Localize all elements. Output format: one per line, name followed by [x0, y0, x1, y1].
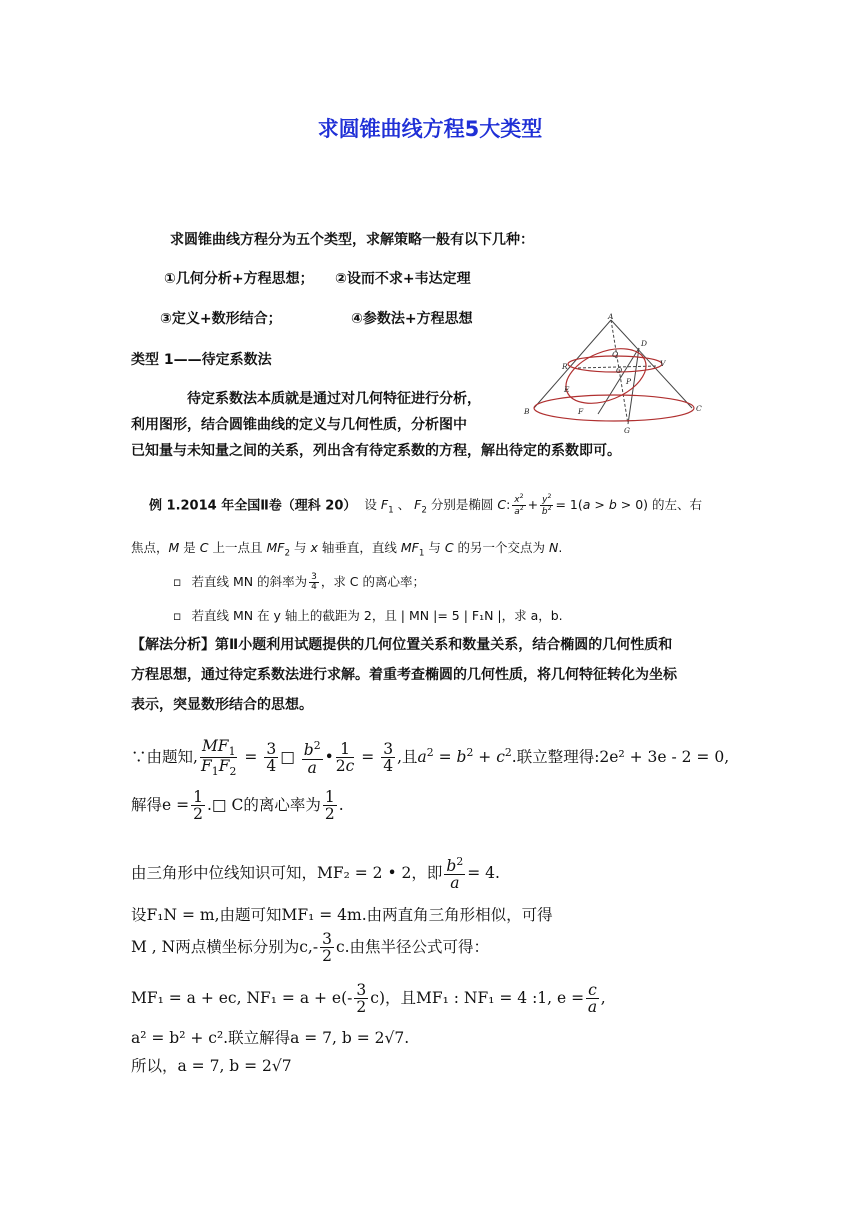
strategy-2: ②设而不求+韦达定理	[335, 271, 471, 287]
solution-line-3: 由三角形中位线知识可知，MF₂ = 2 • 2，即 $\frac{b^2}{a}$ = 4.	[131, 855, 500, 893]
figure-label: C	[696, 404, 702, 413]
example-head: 例 1.2014 年全国Ⅱ卷（理科 20）	[149, 498, 357, 514]
type1-text-2: 利用图形，结合圆锥曲线的定义与几何性质，分析图中	[131, 417, 467, 433]
type1-heading: 类型 1——待定系数法	[131, 352, 272, 368]
figure-label: Q	[612, 350, 619, 359]
solution-line-8: 所以，a = 7, b = 2√7	[131, 1057, 292, 1075]
figure-label: G	[624, 426, 630, 435]
example-line-1: 例 1.2014 年全国Ⅱ卷（理科 20） 设 $F_1$ 、 $F_2$ 分别是椭圆 C: $\frac{x^2}{a^2}$ + $\frac{y^2}{b^2}$ = 1(a > b > 0) 的左、右	[149, 493, 703, 518]
solution-line-6: MF₁ = a + ec, NF₁ = a + e(- $\frac{3}{2}$ c)，且MF₁ : NF₁ = 4 :1, e = $\frac{c}{a}$ ,	[131, 981, 606, 1017]
strategy-1: ①几何分析+方程思想；	[164, 271, 314, 287]
strategy-3: ③定义+数形结合；	[160, 311, 282, 327]
solution-line-2: 解得e = $\frac{1}{2}$ .□ C的离心率为 $\frac{1}{2}$ .	[131, 788, 344, 824]
figure-label: V	[660, 359, 666, 368]
question-1: ▫ 若直线 MN 的斜率为 $\frac{3}{4}$ ，求 C 的离心率；	[173, 571, 425, 592]
solution-line-1: ∵由题知, $\frac{MF_1}{F_1F_2}$ = $\frac{3}{4}$ □ $\frac{b^2}{a}$ • $\frac{1}{2c}$ = $\frac{3}{4}$ ,且$a^2 = b^2 + c^2$.联立整理得:2e² + 3e - 2 = 0,	[131, 737, 730, 779]
figure-label: R	[562, 362, 568, 371]
type1-text-1: 待定系数法本质就是通过对几何特征进行分析，	[187, 391, 481, 407]
figure-label: O	[616, 366, 623, 375]
figure-label: D	[641, 339, 648, 348]
solution-line-4: 设F₁N = m,由题可知MF₁ = 4m.由两直角三角形相似，可得	[131, 906, 553, 924]
figure-label: P	[626, 377, 632, 386]
intro-line: 求圆锥曲线方程分为五个类型，求解策略一般有以下几种：	[170, 232, 534, 248]
analysis-label: 【解法分析】	[131, 637, 215, 653]
example-line-2: 焦点，M 是 C 上一点且 $MF_2$ 与 x 轴垂直，直线 $MF_1$ 与 C 的另一个交点为 N.	[131, 540, 563, 559]
analysis-block: 【解法分析】第Ⅱ小题利用试题提供的几何位置关系和数量关系，结合椭圆的几何性质和 方程思想，通过待定系数法进行求解。着重考查椭圆的几何性质，将几何特征转化为坐标 表示，突显数形结合的思想。	[131, 637, 677, 713]
solution-line-7: a² = b² + c².联立解得a = 7, b = 2√7.	[131, 1029, 410, 1047]
page-title: 求圆锥曲线方程5大类型	[317, 117, 543, 141]
figure-label: A	[608, 312, 614, 321]
figure-label: B	[524, 407, 530, 416]
figure-label: E	[564, 385, 570, 394]
cone-figure	[518, 310, 708, 435]
question-2: ▫ 若直线 MN 在 y 轴上的截距为 2，且 | MN |= 5 | F₁N |，求 a，b.	[173, 608, 563, 623]
figure-label: F	[578, 407, 584, 416]
strategy-4: ④参数法+方程思想	[351, 311, 473, 327]
solution-line-5: M , N两点横坐标分别为c,- $\frac{3}{2}$ c.由焦半径公式可得：	[131, 930, 490, 966]
type1-text-3: 已知量与未知量之间的关系，列出含有待定系数的方程，解出待定的系数即可。	[131, 443, 621, 459]
